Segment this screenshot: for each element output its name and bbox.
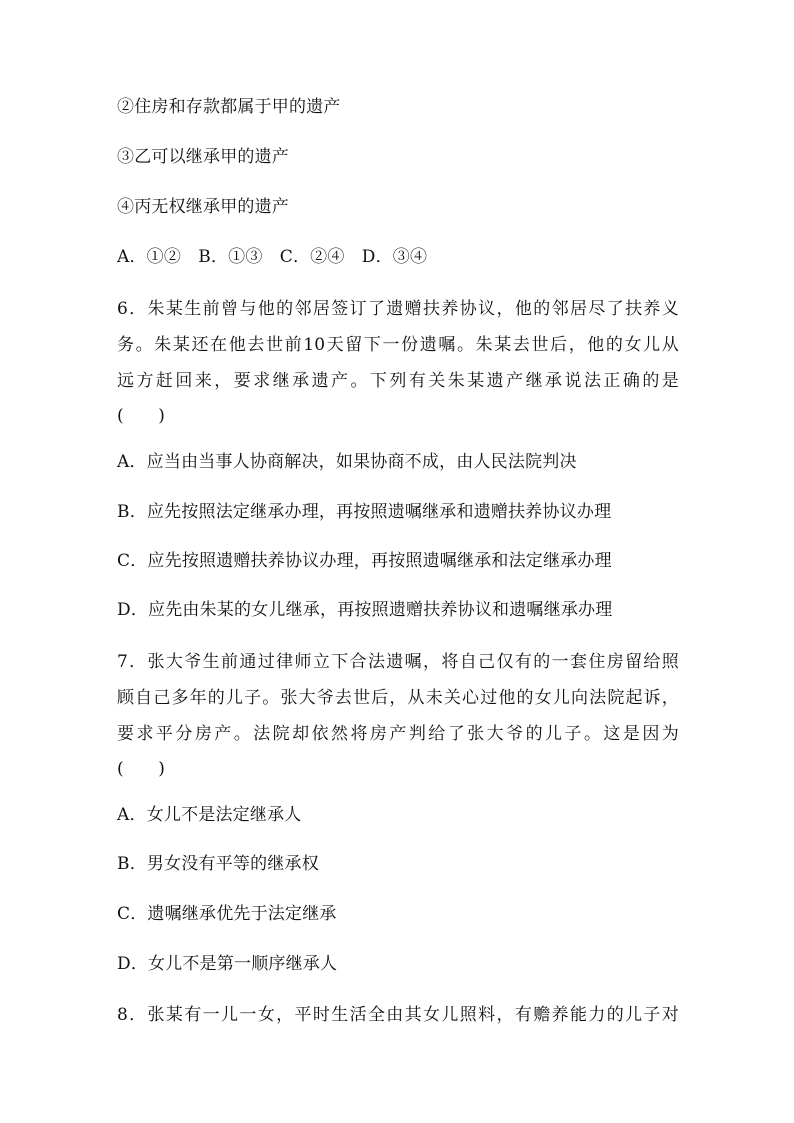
answer-choices-q5: A．①② B．①③ C．②④ D．③④ <box>117 247 428 267</box>
q6-option-c: C．应先按照遗赠扶养协议办理，再按照遗嘱继承和法定继承办理 <box>117 551 612 571</box>
option-line-2: ②住房和存款都属于甲的遗产 <box>117 97 341 117</box>
q6-option-b: B．应先按照法定继承办理，再按照遗嘱继承和遗赠扶养协议办理 <box>117 502 612 522</box>
question-7-line-3: 要求平分房产。法院却依然将房产判给了张大爷的儿子。这是因为 <box>117 724 679 744</box>
option-line-3: ③乙可以继承甲的遗产 <box>117 147 289 167</box>
q7-option-c: C．遗嘱继承优先于法定继承 <box>117 904 337 924</box>
question-8-line-1: 8．张某有一儿一女，平时生活全由其女儿照料，有赡养能力的儿子对 <box>117 1005 679 1025</box>
q6-option-d: D．应先由朱某的女儿继承，再按照遗赠扶养协议和遗嘱继承办理 <box>117 600 613 620</box>
question-7-blank: ( ) <box>117 759 166 779</box>
question-6-line-1: 6．朱某生前曾与他的邻居签订了遗赠扶养协议，他的邻居尽了扶养义 <box>117 299 679 319</box>
q7-option-d: D．女儿不是第一顺序继承人 <box>117 954 338 974</box>
question-7-line-1: 7．张大爷生前通过律师立下合法遗嘱，将自己仅有的一套住房留给照 <box>117 652 679 672</box>
question-6-line-3: 远方赶回来，要求继承遗产。下列有关朱某遗产继承说法正确的是 <box>117 371 679 391</box>
q6-option-a: A．应当由当事人协商解决，如果协商不成，由人民法院判决 <box>117 452 577 472</box>
q7-option-b: B．男女没有平等的继承权 <box>117 854 319 874</box>
question-6-blank: ( ) <box>117 406 166 426</box>
question-6-line-2: 务。朱某还在他去世前10天留下一份遗嘱。朱某去世后，他的女儿从 <box>117 335 679 355</box>
option-line-4: ④丙无权继承甲的遗产 <box>117 197 289 217</box>
q7-option-a: A．女儿不是法定继承人 <box>117 805 302 825</box>
question-7-line-2: 顾自己多年的儿子。张大爷去世后，从未关心过他的女儿向法院起诉， <box>117 688 679 708</box>
